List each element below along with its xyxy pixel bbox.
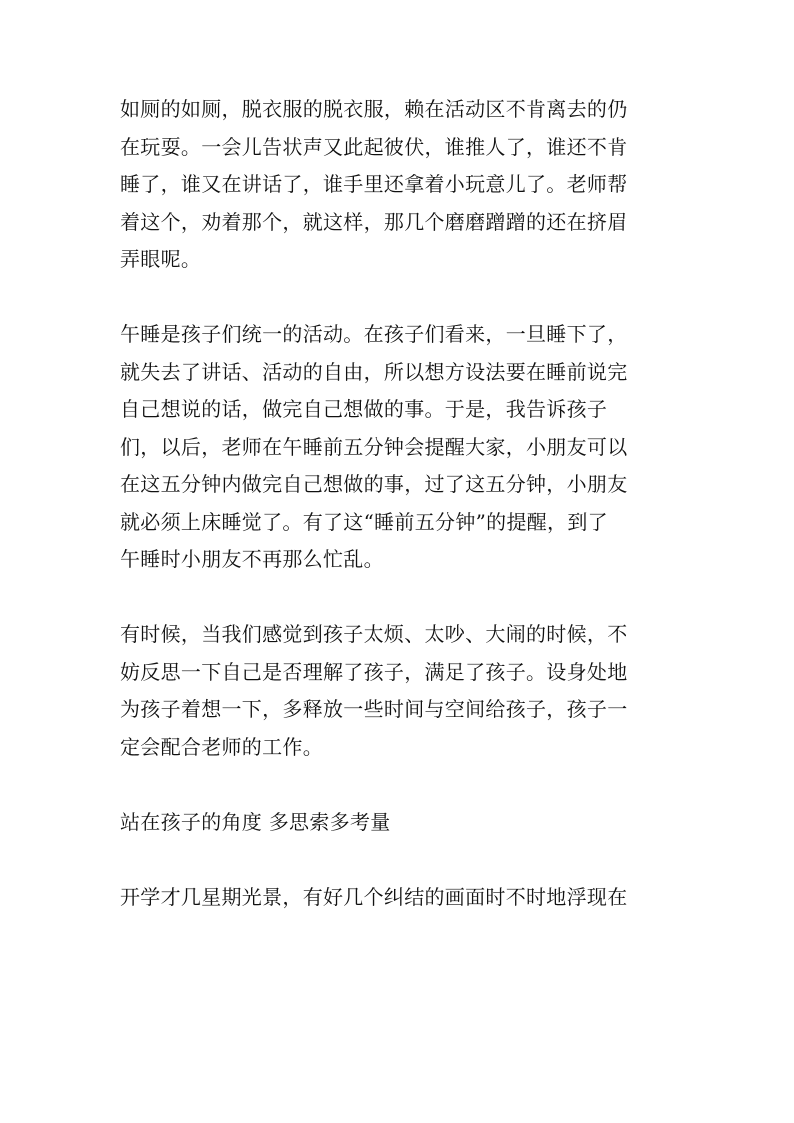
paragraph-spacer bbox=[120, 279, 680, 317]
paragraph bbox=[120, 316, 680, 579]
text-line: 就失去了讲话、活动的自由，所以想方设法要在睡前说完 bbox=[120, 359, 628, 384]
text-line: 为孩子着想一下，多释放一些时间与空间给孩子，孩子一 bbox=[120, 697, 628, 721]
paragraph bbox=[120, 616, 680, 766]
text-line: 妨反思一下自己是否理解了孩子，满足了孩子。设身处地 bbox=[120, 659, 628, 684]
text-line: 定会配合老师的工作。 bbox=[120, 734, 323, 759]
paragraph bbox=[120, 91, 680, 279]
document-body bbox=[120, 91, 680, 916]
paragraph bbox=[120, 879, 680, 917]
text-line: 午睡是孩子们统一的活动。在孩子们看来，一旦睡下了， bbox=[120, 322, 628, 346]
text-line: 们，以后，老师在午睡前五分钟会提醒大家，小朋友可以 bbox=[120, 434, 628, 459]
text-line: 有时候，当我们感觉到孩子太烦、太吵、大闹的时候，不 bbox=[120, 622, 628, 646]
text-line: 在玩耍。一会儿告状声又此起彼伏，谁推人了，谁还不肯 bbox=[120, 134, 628, 159]
paragraph-spacer bbox=[120, 841, 680, 879]
text-line: 弄眼呢。 bbox=[120, 247, 202, 271]
text-line: 午睡时小朋友不再那么忙乱。 bbox=[120, 547, 384, 571]
paragraph-spacer bbox=[120, 766, 680, 804]
heading-line: 站在孩子的角度 多思索多考量 bbox=[120, 809, 391, 834]
section-heading bbox=[120, 804, 680, 842]
text-line: 就必须上床睡觉了。有了这“睡前五分钟”的提醒，到了 bbox=[120, 509, 608, 534]
text-line: 开学才几星期光景，有好几个纠结的画面时不时地浮现在 bbox=[120, 884, 628, 909]
paragraph-spacer bbox=[120, 579, 680, 617]
text-line: 自己想说的话，做完自己想做的事。于是，我告诉孩子 bbox=[120, 397, 608, 421]
text-line: 睡了，谁又在讲话了，谁手里还拿着小玩意儿了。老师帮 bbox=[120, 172, 628, 196]
text-line: 着这个，劝着那个，就这样，那几个磨磨蹭蹭的还在挤眉 bbox=[120, 209, 628, 234]
text-line: 如厕的如厕，脱衣服的脱衣服，赖在活动区不肯离去的仍 bbox=[120, 97, 628, 121]
text-line: 在这五分钟内做完自己想做的事，过了这五分钟，小朋友 bbox=[120, 472, 628, 496]
